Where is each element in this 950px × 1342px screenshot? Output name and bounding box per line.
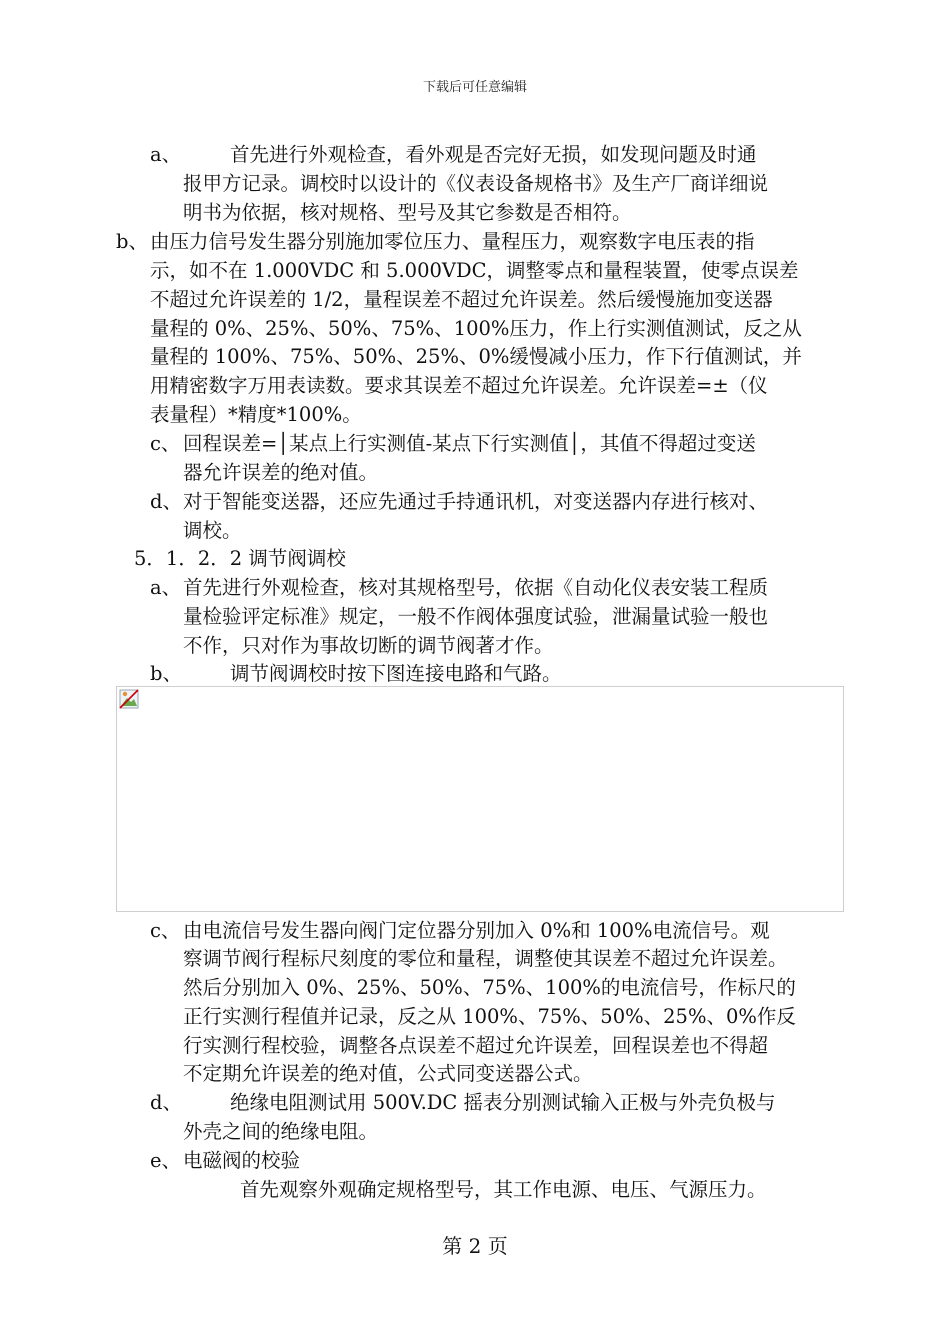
text-line: 首先进行外观检查，看外观是否完好无损，如发现问题及时通 [230,143,757,166]
list-marker: e、 [150,1149,182,1172]
text-line: 器允许误差的绝对值。 [183,461,379,484]
text-line: 首先进行外观检查，核对其规格型号，依据《自动化仪表安装工程质 [183,576,769,599]
text-line: 量检验评定标准》规定，一般不作阀体强度试验，泄漏量试验一般也 [183,605,769,628]
text-line: 表量程）*精度*100%。 [150,403,362,426]
list-marker: d、 [150,490,182,513]
text-line: 示，如不在 1.000VDC 和 5.000VDC，调整零点和量程装置，使零点误差 [150,259,799,282]
text-line: 由压力信号发生器分别施加零位压力、量程压力，观察数字电压表的指 [150,230,755,253]
text-line: 不定期允许误差的绝对值，公式同变送器公式。 [183,1062,593,1085]
text-line: 绝缘电阻测试用 500V.DC 摇表分别测试输入正极与外壳负极与 [230,1091,776,1114]
text-line: 对于智能变送器，还应先通过手持通讯机，对变送器内存进行核对、 [183,490,769,513]
text-line: 外壳之间的绝缘电阻。 [183,1120,379,1143]
list-marker: b、 [150,662,182,685]
text-line: 行实测行程校验，调整各点误差不超过允许误差，回程误差也不得超 [183,1034,769,1057]
text-line: 电磁阀的校验 [183,1149,301,1172]
list-marker: c、 [150,919,181,942]
text-line: 由电流信号发生器向阀门定位器分别加入 0%和 100%电流信号。观 [183,919,770,942]
text-line: 明书为依据，核对规格、型号及其它参数是否相符。 [183,201,632,224]
list-marker: c、 [150,432,181,455]
list-marker: d、 [150,1091,182,1114]
text-line: 报甲方记录。调校时以设计的《仪表设备规格书》及生产厂商详细说 [183,172,769,195]
text-line: 调校。 [183,519,242,542]
page-number: 第 2 页 [442,1234,508,1258]
section-heading: 5．1．2．2 调节阀调校 [134,547,346,570]
text-line: 然后分别加入 0%、25%、50%、75%、100%的电流信号，作标尺的 [183,976,796,999]
text-line: 调节阀调校时按下图连接电路和气路。 [230,662,562,685]
text-line: 首先观察外观确定规格型号，其工作电源、电压、气源压力。 [240,1178,767,1201]
text-line: 量程的 0%、25%、50%、75%、100%压力，作上行实测值测试，反之从 [150,317,802,340]
text-line: 察调节阀行程标尺刻度的零位和量程，调整使其误差不超过允许误差。 [183,947,788,970]
page-header: 下载后可任意编辑 [422,80,527,95]
list-marker: a、 [150,143,182,166]
list-marker: a、 [150,576,182,599]
broken-image-icon [119,689,139,709]
text-line: 不超过允许误差的 1/2，量程误差不超过允许误差。然后缓慢施加变送器 [150,288,773,311]
text-line: 量程的 100%、75%、50%、25%、0%缓慢减小压力，作下行值测试，并 [150,345,802,368]
text-line: 回程误差=│某点上行实测值-某点下行实测值│，其值不得超过变送 [183,432,756,455]
text-line: 用精密数字万用表读数。要求其误差不超过允许误差。允许误差=±（仪 [150,374,768,397]
text-line: 正行实测行程值并记录，反之从 100%、75%、50%、25%、0%作反 [183,1005,796,1028]
list-marker: b、 [116,230,148,253]
diagram-image-placeholder [116,686,844,912]
text-line: 不作，只对作为事故切断的调节阀著才作。 [183,634,554,657]
